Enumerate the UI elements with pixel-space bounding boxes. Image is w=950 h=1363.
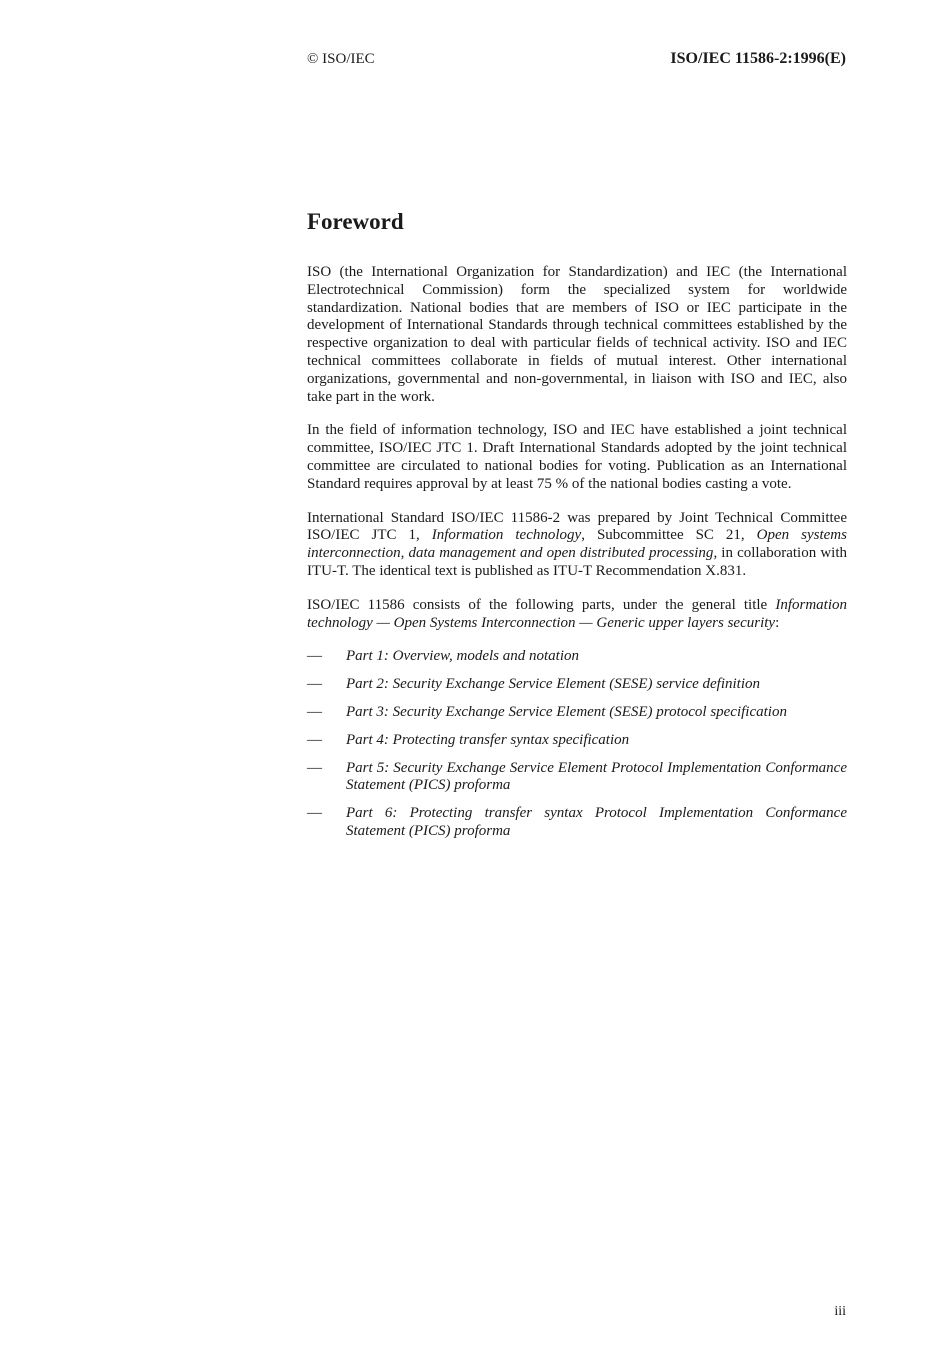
preparation-text-3: , in collaboration with ITU-T. The identical text is published as ITU-T Recommendation X.831. (307, 545, 847, 579)
list-item (307, 732, 847, 750)
list-item (307, 648, 847, 666)
preparation-italic-2: Open systems interconnection, data management and open distributed processing (307, 527, 847, 562)
list-dash: — (307, 759, 322, 776)
paragraph-jtc1: In the field of information technology, ISO and IEC have established a joint technical committee, ISO/IEC JTC 1. Draft International Standards adopted by the joint technical committee are circulated to national bodies for voting. Publication as an International Standard requires approval by at least 75 % of the national bodies casting a vote. (307, 422, 847, 492)
parts-intro-text-2: : (775, 614, 780, 631)
paragraph-organizations: ISO (the International Organization for Standardization) and IEC (the International Electrotechnical Commission) form the specialized system for worldwide standardization. National bodies that are members of ISO or IEC participate in the development of International Standards through technical committees established by the respective organization to deal with particular fields of technical activity. ISO and IEC technical committees collaborate in fields of mutual interest. Other international organizations, governmental and non-governmental, in liaison with ISO and IEC, also take part in the work. (307, 264, 847, 405)
part-label: Part 3: Security Exchange Service Element (SESE) protocol specification (346, 703, 787, 720)
part-label: Part 5: Security Exchange Service Element Protocol Implementation Conformance Statement (PICS) proforma (346, 759, 847, 794)
paragraph-parts-intro (307, 597, 847, 633)
header-standard-id: ISO/IEC 11586-2:1996(E) (670, 50, 846, 67)
list-dash: — (307, 731, 322, 748)
paragraph-preparation (307, 510, 847, 581)
page-number: iii (834, 1304, 846, 1319)
part-label: Part 2: Security Exchange Service Element (SESE) service definition (346, 676, 761, 693)
preparation-text-1: International Standard ISO/IEC 11586-2 was prepared by Joint Technical Committee ISO/IEC JTC 1, (307, 509, 847, 544)
preparation-text-2: , Subcommittee SC 21, (581, 527, 757, 544)
list-dash: — (307, 648, 322, 665)
part-label: Part 1: Overview, models and notation (346, 648, 580, 665)
parts-intro-text-1: ISO/IEC 11586 consists of the following parts, under the general title (307, 596, 776, 613)
parts-list (307, 648, 847, 840)
list-dash: — (307, 676, 322, 693)
page-title: Foreword (307, 209, 404, 234)
parts-intro-italic: Information technology — Open Systems Interconnection — Generic upper layers security (307, 596, 847, 631)
preparation-italic-1: Information technology (431, 527, 582, 544)
list-item (307, 676, 847, 694)
header-copyright: © ISO/IEC (307, 51, 375, 67)
part-label: Part 4: Protecting transfer syntax specification (346, 731, 630, 748)
list-item (307, 704, 847, 722)
foreword-body (307, 264, 847, 851)
list-dash: — (307, 703, 322, 720)
list-item (307, 760, 847, 796)
list-item (307, 805, 847, 841)
list-dash: — (307, 805, 322, 822)
part-label: Part 6: Protecting transfer syntax Protocol Implementation Conformance Statement (PICS) proforma (346, 805, 847, 839)
